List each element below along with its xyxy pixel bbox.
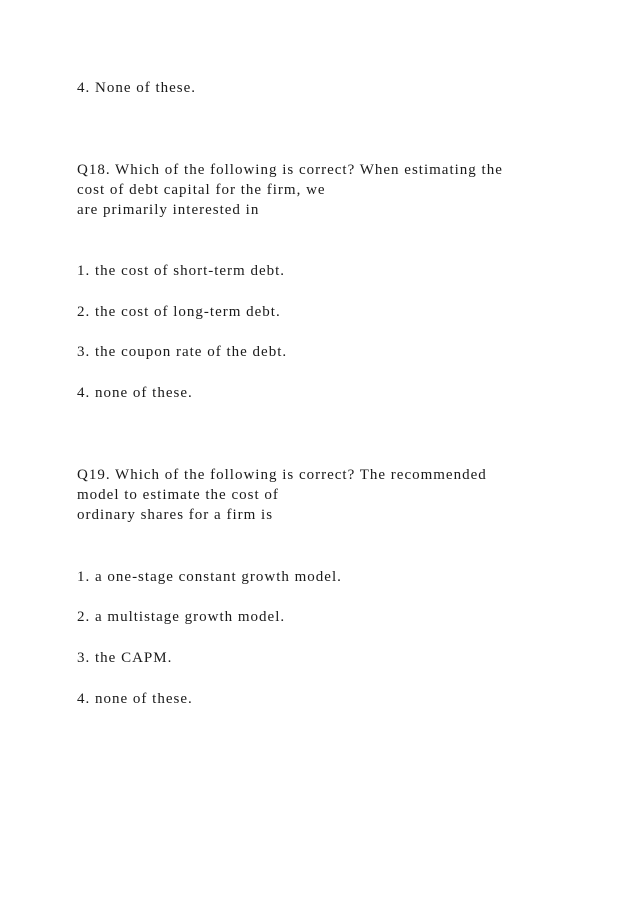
- q19-option-1: 1. a one-stage constant growth model.: [77, 569, 342, 585]
- q19-option-2: 2. a multistage growth model.: [77, 609, 286, 625]
- q18-option-4: 4. none of these.: [77, 385, 193, 401]
- q18-prompt-line-3: are primarily interested in: [77, 202, 260, 218]
- q19-option-3: 3. the CAPM.: [77, 650, 173, 666]
- q19-prompt-line-3: ordinary shares for a firm is: [77, 507, 274, 523]
- q19-prompt-line-2: model to estimate the cost of: [77, 487, 279, 503]
- q19-prompt-line-1: Q19. Which of the following is correct? The recommended: [77, 467, 487, 483]
- q18-prompt-line-2: cost of debt capital for the firm, we: [77, 182, 326, 198]
- prev-question-option-4: 4. None of these.: [77, 80, 197, 96]
- q18-prompt-line-1: Q18. Which of the following is correct? When estimating the: [77, 162, 503, 178]
- q18-option-2: 2. the cost of long-term debt.: [77, 304, 281, 320]
- q18-option-3: 3. the coupon rate of the debt.: [77, 344, 288, 360]
- q19-option-4: 4. none of these.: [77, 691, 193, 707]
- q18-option-1: 1. the cost of short-term debt.: [77, 263, 286, 279]
